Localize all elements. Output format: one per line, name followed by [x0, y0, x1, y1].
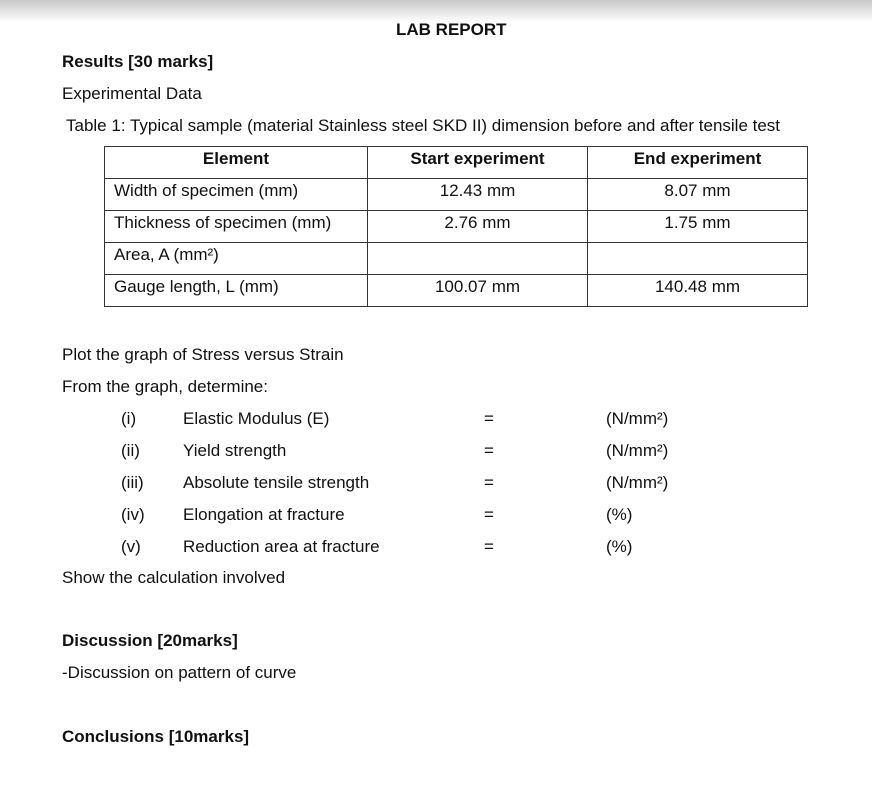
- table-cell: Area, A (mm²): [105, 243, 368, 275]
- table-header-cell: Start experiment: [368, 147, 588, 179]
- item-label: Yield strength: [183, 441, 287, 460]
- table-header-cell: End experiment: [588, 147, 808, 179]
- equals-sign: =: [484, 409, 494, 428]
- plot-instruction: Plot the graph of Stress versus Strain: [62, 345, 344, 364]
- item-number: (iii): [121, 473, 144, 492]
- table-cell: Gauge length, L (mm): [105, 275, 368, 307]
- item-unit: (%): [606, 537, 633, 556]
- table-cell: Thickness of specimen (mm): [105, 211, 368, 243]
- table-cell: 1.75 mm: [588, 211, 808, 243]
- calculation-text: Show the calculation involved: [62, 568, 286, 587]
- item-label: Reduction area at fracture: [183, 537, 380, 556]
- results-heading: Results [30 marks]: [62, 52, 214, 71]
- experimental-data-label: Experimental Data: [62, 84, 202, 103]
- table-row: [105, 211, 808, 243]
- table-row: [105, 243, 808, 275]
- discussion-heading: Discussion [20marks]: [62, 631, 238, 650]
- table-cell: [588, 243, 808, 275]
- item-number: (v): [121, 537, 141, 556]
- table-cell: 12.43 mm: [368, 179, 588, 211]
- table-caption: Table 1: Typical sample (material Stainless steel SKD II) dimension before and after tensile test: [66, 116, 781, 135]
- table-cell: 2.76 mm: [368, 211, 588, 243]
- equals-sign: =: [484, 505, 494, 524]
- equals-sign: =: [484, 537, 494, 556]
- table-header-cell: Element: [105, 147, 368, 179]
- table-header-row: [105, 147, 808, 179]
- item-number: (i): [121, 409, 137, 428]
- item-label: Elongation at fracture: [183, 505, 345, 524]
- item-label: Elastic Modulus (E): [183, 409, 330, 428]
- report-title: LAB REPORT: [396, 20, 507, 39]
- conclusions-heading: Conclusions [10marks]: [62, 727, 250, 746]
- item-unit: (N/mm²): [606, 409, 669, 428]
- equals-sign: =: [484, 441, 494, 460]
- table-row: [105, 275, 808, 307]
- item-number: (iv): [121, 505, 145, 524]
- table-cell: 100.07 mm: [368, 275, 588, 307]
- table-cell: 8.07 mm: [588, 179, 808, 211]
- discussion-item: -Discussion on pattern of curve: [62, 663, 297, 682]
- item-unit: (%): [606, 505, 633, 524]
- determine-text: From the graph, determine:: [62, 377, 268, 396]
- table-cell: 140.48 mm: [588, 275, 808, 307]
- table-row: [105, 179, 808, 211]
- dimension-table: [104, 146, 808, 307]
- top-shadow: [0, 0, 872, 22]
- table-cell: [368, 243, 588, 275]
- item-unit: (N/mm²): [606, 441, 669, 460]
- table-cell: Width of specimen (mm): [105, 179, 368, 211]
- item-label: Absolute tensile strength: [183, 473, 370, 492]
- item-number: (ii): [121, 441, 140, 460]
- item-unit: (N/mm²): [606, 473, 669, 492]
- equals-sign: =: [484, 473, 494, 492]
